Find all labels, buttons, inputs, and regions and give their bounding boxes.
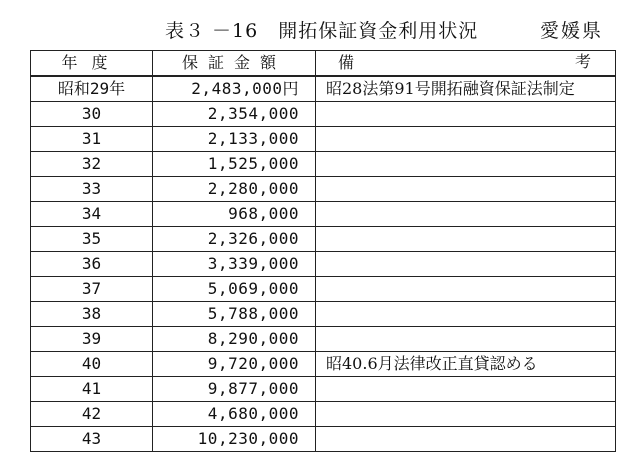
amount-cell: 968,000 [153, 202, 316, 227]
table-row [31, 327, 616, 352]
table-row [31, 352, 616, 377]
table-title: 表３ －16 開拓保証資金利用状況 [165, 20, 479, 42]
year-cell: 昭和29年 [31, 76, 153, 102]
amount-cell: 2,280,000 [153, 177, 316, 202]
header-year: 年度 [31, 51, 153, 77]
table-row [31, 377, 616, 402]
header-note-right: 考 [574, 52, 591, 71]
table-row [31, 402, 616, 427]
year-cell: 40 [31, 352, 153, 377]
year-cell: 36 [31, 252, 153, 277]
note-cell [316, 127, 616, 152]
header-amount: 保証金額 [153, 51, 316, 77]
amount-cell: 5,069,000 [153, 277, 316, 302]
amount-cell: 8,290,000 [153, 327, 316, 352]
amount-cell: 4,680,000 [153, 402, 316, 427]
year-cell: 30 [31, 102, 153, 127]
year-cell: 39 [31, 327, 153, 352]
year-cell: 37 [31, 277, 153, 302]
amount-cell: 3,339,000 [153, 252, 316, 277]
table-row [31, 177, 616, 202]
table-row [31, 302, 616, 327]
note-cell [316, 252, 616, 277]
note-cell [316, 427, 616, 452]
table-row [31, 152, 616, 177]
title-row [0, 14, 640, 44]
header-note-left: 備 [338, 53, 355, 72]
note-cell [316, 327, 616, 352]
note-cell [316, 402, 616, 427]
year-cell: 32 [31, 152, 153, 177]
note-cell [316, 277, 616, 302]
table-row [31, 277, 616, 302]
note-cell: 昭28法第91号開拓融資保証法制定 [316, 76, 616, 102]
amount-cell: 2,354,000 [153, 102, 316, 127]
amount-cell: 5,788,000 [153, 302, 316, 327]
amount-cell: 2,133,000 [153, 127, 316, 152]
table-row [31, 427, 616, 452]
note-cell: 昭40.6月法律改正直貸認める [316, 352, 616, 377]
year-cell: 43 [31, 427, 153, 452]
table-row [31, 102, 616, 127]
note-cell [316, 177, 616, 202]
year-cell: 41 [31, 377, 153, 402]
prefecture-label: 愛媛県 [540, 20, 604, 42]
table-row [31, 76, 616, 102]
table-row [31, 127, 616, 152]
amount-cell: 9,720,000 [153, 352, 316, 377]
year-cell: 42 [31, 402, 153, 427]
table-body [31, 76, 616, 452]
guarantee-fund-table [30, 50, 616, 452]
table-header-row [31, 51, 616, 77]
year-cell: 33 [31, 177, 153, 202]
note-cell [316, 152, 616, 177]
note-cell [316, 202, 616, 227]
note-cell [316, 227, 616, 252]
amount-cell: 10,230,000 [153, 427, 316, 452]
amount-cell: 9,877,000 [153, 377, 316, 402]
amount-cell: 2,483,000円 [153, 76, 316, 102]
year-cell: 38 [31, 302, 153, 327]
year-cell: 34 [31, 202, 153, 227]
note-cell [316, 102, 616, 127]
table-row [31, 202, 616, 227]
year-cell: 31 [31, 127, 153, 152]
note-cell [316, 302, 616, 327]
amount-cell: 1,525,000 [153, 152, 316, 177]
header-note [316, 51, 616, 77]
amount-cell: 2,326,000 [153, 227, 316, 252]
table-row [31, 252, 616, 277]
year-cell: 35 [31, 227, 153, 252]
table-row [31, 227, 616, 252]
note-cell [316, 377, 616, 402]
